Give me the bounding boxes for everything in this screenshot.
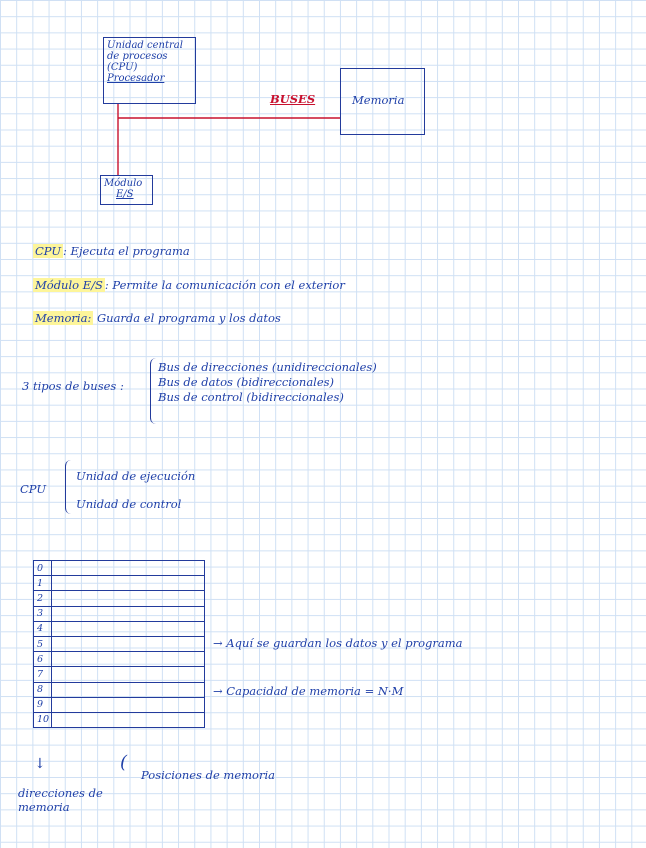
memory-row	[34, 576, 205, 591]
memory-row	[34, 652, 205, 667]
memory-row	[34, 606, 205, 621]
memory-address: 0	[34, 561, 52, 576]
buses-label: BUSES	[270, 92, 316, 106]
note-memory-term: Memoria:	[35, 311, 92, 325]
note-io	[33, 278, 345, 292]
addresses-label	[18, 786, 103, 814]
cpu-parts-list	[76, 462, 195, 518]
note-cpu-term: CPU	[35, 244, 62, 258]
memory-address: 9	[34, 697, 52, 712]
cpu-box-line-3: (CPU)	[107, 62, 138, 73]
memory-cell	[52, 591, 205, 606]
cpu-part-control: Unidad de control	[76, 497, 182, 511]
note-cpu-text: : Ejecuta el programa	[63, 244, 190, 258]
positions-curve-mark: (	[120, 752, 128, 773]
bus-type-address: Bus de direcciones (unidireccionales)	[158, 360, 377, 374]
memory-row	[34, 621, 205, 636]
note-memory	[33, 311, 281, 325]
addresses-label-line-1: direcciones de	[18, 786, 103, 800]
memory-address: 7	[34, 667, 52, 682]
io-box-line-2: E/S	[116, 189, 134, 200]
memory-address: 1	[34, 576, 52, 591]
bus-types-intro: 3 tipos de buses :	[22, 379, 124, 393]
cpu-box-line-1: Unidad central	[107, 40, 183, 51]
memory-address: 10	[34, 712, 52, 727]
cpu-box-line-4: Procesador	[107, 73, 165, 84]
memory-cell	[52, 652, 205, 667]
note-cpu	[33, 244, 190, 258]
memory-cell	[52, 636, 205, 651]
note-memory-text: Guarda el programa y los datos	[96, 311, 281, 325]
memory-note-storage: → Aquí se guardan los datos y el programa	[213, 636, 463, 650]
cpu-box-line-2: de procesos	[107, 51, 168, 62]
note-io-term: Módulo E/S	[35, 278, 103, 292]
addresses-label-line-2: memoria	[18, 800, 70, 814]
bus-type-data: Bus de datos (bidireccionales)	[158, 375, 335, 389]
memory-cell	[52, 712, 205, 727]
memory-address: 4	[34, 621, 52, 636]
memory-row	[34, 667, 205, 682]
memory-address: 8	[34, 682, 52, 697]
cpu-parts-bracket	[65, 460, 72, 514]
cpu-part-execution: Unidad de ejecución	[76, 469, 196, 483]
bus-types-bracket	[150, 358, 157, 424]
memory-cell	[52, 561, 205, 576]
bus-type-control: Bus de control (bidireccionales)	[158, 390, 344, 404]
note-io-text: : Permite la comunicación con el exterior	[104, 278, 345, 292]
memory-address: 5	[34, 636, 52, 651]
memory-cell	[52, 682, 205, 697]
memory-row	[34, 591, 205, 606]
memory-box-label: Memoria	[352, 93, 405, 107]
memory-row	[34, 712, 205, 727]
io-box-line-1: Módulo	[104, 178, 143, 189]
memory-table	[33, 560, 205, 728]
memory-row	[34, 636, 205, 651]
memory-cell	[52, 606, 205, 621]
bus-types-list	[158, 360, 377, 405]
memory-row	[34, 697, 205, 712]
memory-address: 6	[34, 652, 52, 667]
memory-cell	[52, 667, 205, 682]
memory-row	[34, 682, 205, 697]
memory-cell	[52, 697, 205, 712]
memory-address: 3	[34, 606, 52, 621]
down-arrow-icon: ↓	[34, 756, 46, 772]
memory-cell	[52, 621, 205, 636]
memory-address: 2	[34, 591, 52, 606]
positions-label: Posiciones de memoria	[141, 768, 275, 782]
cpu-parts-label: CPU	[20, 482, 47, 496]
memory-note-capacity: → Capacidad de memoria = N·M	[213, 684, 404, 698]
memory-row	[34, 561, 205, 576]
memory-cell	[52, 576, 205, 591]
